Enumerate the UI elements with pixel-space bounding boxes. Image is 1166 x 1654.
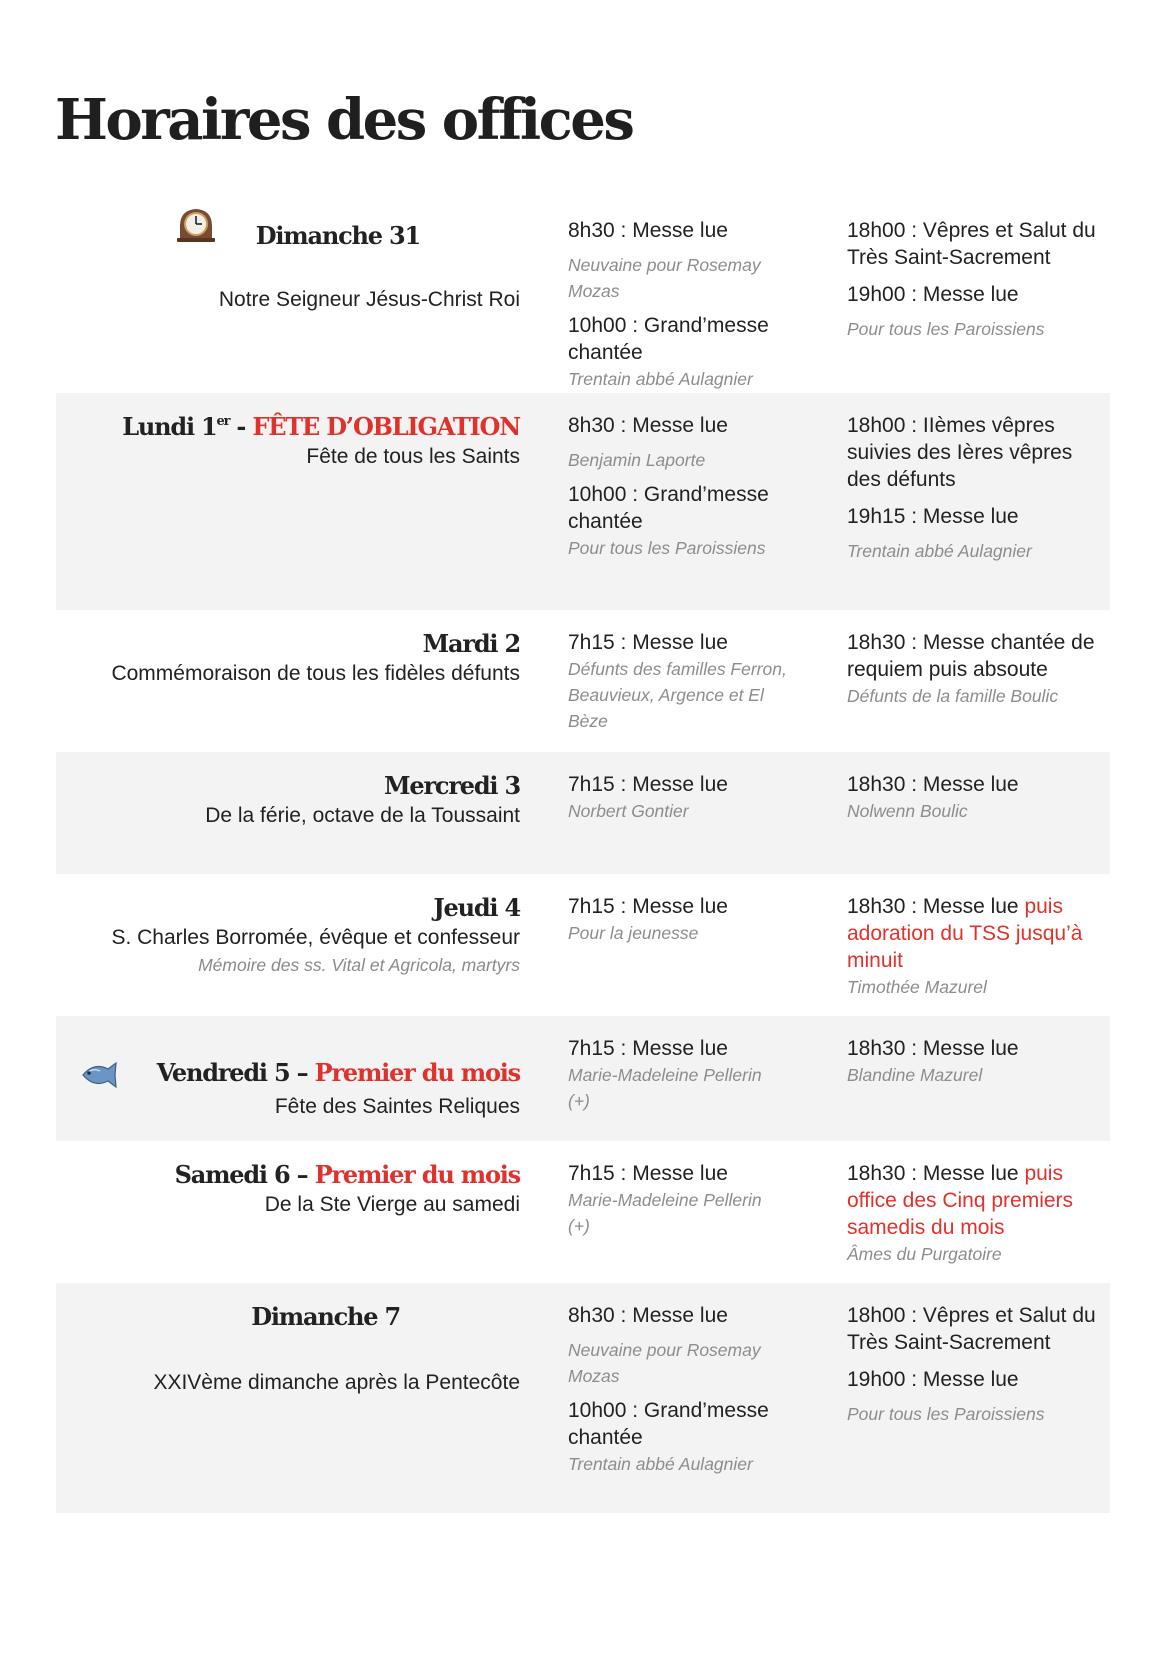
day-title	[56, 1058, 520, 1088]
day-title	[56, 412, 520, 442]
service-time: 8h30 : Messe lue	[568, 414, 728, 437]
service-time: 7h15 : Messe lue	[568, 1037, 728, 1060]
day-row-mercredi-3	[56, 752, 1110, 874]
day-separator: -	[229, 412, 253, 441]
service-time: 8h30 : Messe lue	[568, 219, 728, 242]
service-time-extra: puis adoration du TSS jusqu’à minuit	[847, 895, 1083, 972]
service-time: 19h00 : Messe lue	[847, 283, 1019, 306]
feast-name: Commémoraison de tous les fidèles défunts	[111, 662, 520, 685]
service-intention: Pour la jeunesse	[568, 923, 699, 943]
day-name: Lundi 1	[122, 412, 217, 441]
service-time: 10h00 : Grand’messe chantée	[568, 1399, 769, 1449]
service-intention: Neuvaine pour Rosemay Mozas	[568, 255, 761, 301]
service-intention: Défunts de la famille Boulic	[847, 686, 1059, 706]
service-time: 7h15 : Messe lue	[568, 1162, 728, 1185]
day-title: Dimanche 7	[251, 1302, 400, 1331]
service-time: 19h15 : Messe lue	[847, 505, 1019, 528]
feast-name: Notre Seigneur Jésus-Christ Roi	[218, 288, 520, 311]
service-time: 19h00 : Messe lue	[847, 1368, 1019, 1391]
service-intention: Blandine Mazurel	[847, 1065, 983, 1085]
service-intention: Âmes du Purgatoire	[847, 1244, 1002, 1264]
service-time-main: 18h30 : Messe lue	[847, 895, 1019, 918]
morning-services	[568, 874, 808, 946]
feast-name: Fête de tous les Saints	[306, 445, 520, 468]
service-intention: Nolwenn Boulic	[847, 801, 968, 821]
service-time	[847, 893, 1110, 974]
page-title: Horaires des offices	[55, 87, 633, 153]
service-intention: Trentain abbé Aulagnier	[847, 541, 1032, 561]
day-ordinal-suffix: er	[216, 414, 230, 429]
evening-services	[847, 874, 1110, 1000]
service-time	[847, 1160, 1110, 1241]
service-time-main: 18h30 : Messe lue	[847, 1162, 1019, 1185]
morning-services	[568, 393, 808, 561]
day-row-lundi-1	[56, 393, 1110, 610]
service-intention: Marie-Madeleine Pellerin (+)	[568, 1065, 762, 1111]
day-row-vendredi-5	[56, 1016, 1110, 1141]
service-time: 18h00 : Vêpres et Salut du Très Saint-Sacrement	[847, 1304, 1096, 1354]
service-intention: Timothée Mazurel	[847, 977, 987, 997]
evening-services	[847, 1016, 1110, 1088]
service-time-extra: puis office des Cinq premiers samedis du mois	[847, 1162, 1074, 1239]
feast-name: S. Charles Borromée, évêque et confesseur	[111, 926, 520, 949]
evening-services	[847, 1283, 1110, 1427]
day-row-dimanche-31	[56, 198, 1110, 393]
commemoration: Mémoire des ss. Vital et Agricola, martyrs	[198, 955, 520, 975]
evening-services	[847, 393, 1110, 564]
service-intention: Défunts des familles Ferron, Beauvieux, Argence et El Bèze	[568, 659, 787, 731]
morning-services	[568, 1141, 808, 1239]
service-intention: Pour tous les Paroissiens	[847, 1404, 1045, 1424]
evening-services	[847, 1141, 1110, 1267]
service-time: 7h15 : Messe lue	[568, 631, 728, 654]
service-time: 18h30 : Messe lue	[847, 773, 1019, 796]
service-time: 18h30 : Messe lue	[847, 1037, 1019, 1060]
morning-services	[568, 610, 808, 734]
service-intention: Pour tous les Paroissiens	[847, 319, 1045, 339]
day-row-mardi-2	[56, 610, 1110, 752]
service-intention: Neuvaine pour Rosemay Mozas	[568, 1340, 761, 1386]
day-name: Vendredi 5	[156, 1058, 290, 1087]
service-time: 18h30 : Messe chantée de requiem puis absoute	[847, 631, 1095, 681]
day-row-dimanche-7	[56, 1283, 1110, 1513]
schedule-table	[56, 198, 1110, 1513]
day-name: Samedi 6	[174, 1160, 290, 1189]
day-highlight: Premier du mois	[314, 1160, 520, 1189]
day-title: Dimanche 31	[255, 221, 420, 250]
day-highlight: Premier du mois	[314, 1058, 520, 1087]
service-time: 8h30 : Messe lue	[568, 1304, 728, 1327]
day-title	[56, 1160, 520, 1190]
service-time: 18h00 : Vêpres et Salut du Très Saint-Sacrement	[847, 219, 1096, 269]
day-title: Mardi 2	[422, 629, 520, 658]
feast-name: Fête des Saintes Reliques	[274, 1095, 520, 1118]
service-intention: Trentain abbé Aulagnier	[568, 369, 753, 389]
day-title: Jeudi 4	[433, 893, 520, 922]
service-time: 7h15 : Messe lue	[568, 895, 728, 918]
service-intention: Benjamin Laporte	[568, 450, 706, 470]
evening-services	[847, 610, 1110, 709]
service-intention: Norbert Gontier	[568, 801, 689, 821]
service-intention: Pour tous les Paroissiens	[568, 538, 766, 558]
service-time: 7h15 : Messe lue	[568, 773, 728, 796]
service-intention: Trentain abbé Aulagnier	[568, 1454, 753, 1474]
morning-services	[568, 1016, 808, 1114]
service-intention: Marie-Madeleine Pellerin (+)	[568, 1190, 762, 1236]
feast-name: De la férie, octave de la Toussaint	[205, 804, 520, 827]
service-time: 10h00 : Grand’messe chantée	[568, 483, 769, 533]
feast-name: XXIVème dimanche après la Pentecôte	[153, 1371, 520, 1394]
morning-services	[568, 1283, 808, 1477]
day-separator: –	[289, 1058, 315, 1087]
morning-services	[568, 198, 808, 392]
evening-services	[847, 752, 1110, 824]
day-row-jeudi-4	[56, 874, 1110, 1016]
feast-name: De la Ste Vierge au samedi	[264, 1193, 520, 1216]
service-time: 10h00 : Grand’messe chantée	[568, 314, 769, 364]
morning-services	[568, 752, 808, 824]
service-time: 18h00 : IIèmes vêpres suivies des Ières vêpres des défunts	[847, 414, 1073, 491]
day-title: Mercredi 3	[384, 771, 520, 800]
day-separator: –	[289, 1160, 315, 1189]
evening-services	[847, 198, 1110, 342]
day-highlight: FÊTE D’OBLIGATION	[252, 412, 520, 441]
day-row-samedi-6	[56, 1141, 1110, 1283]
